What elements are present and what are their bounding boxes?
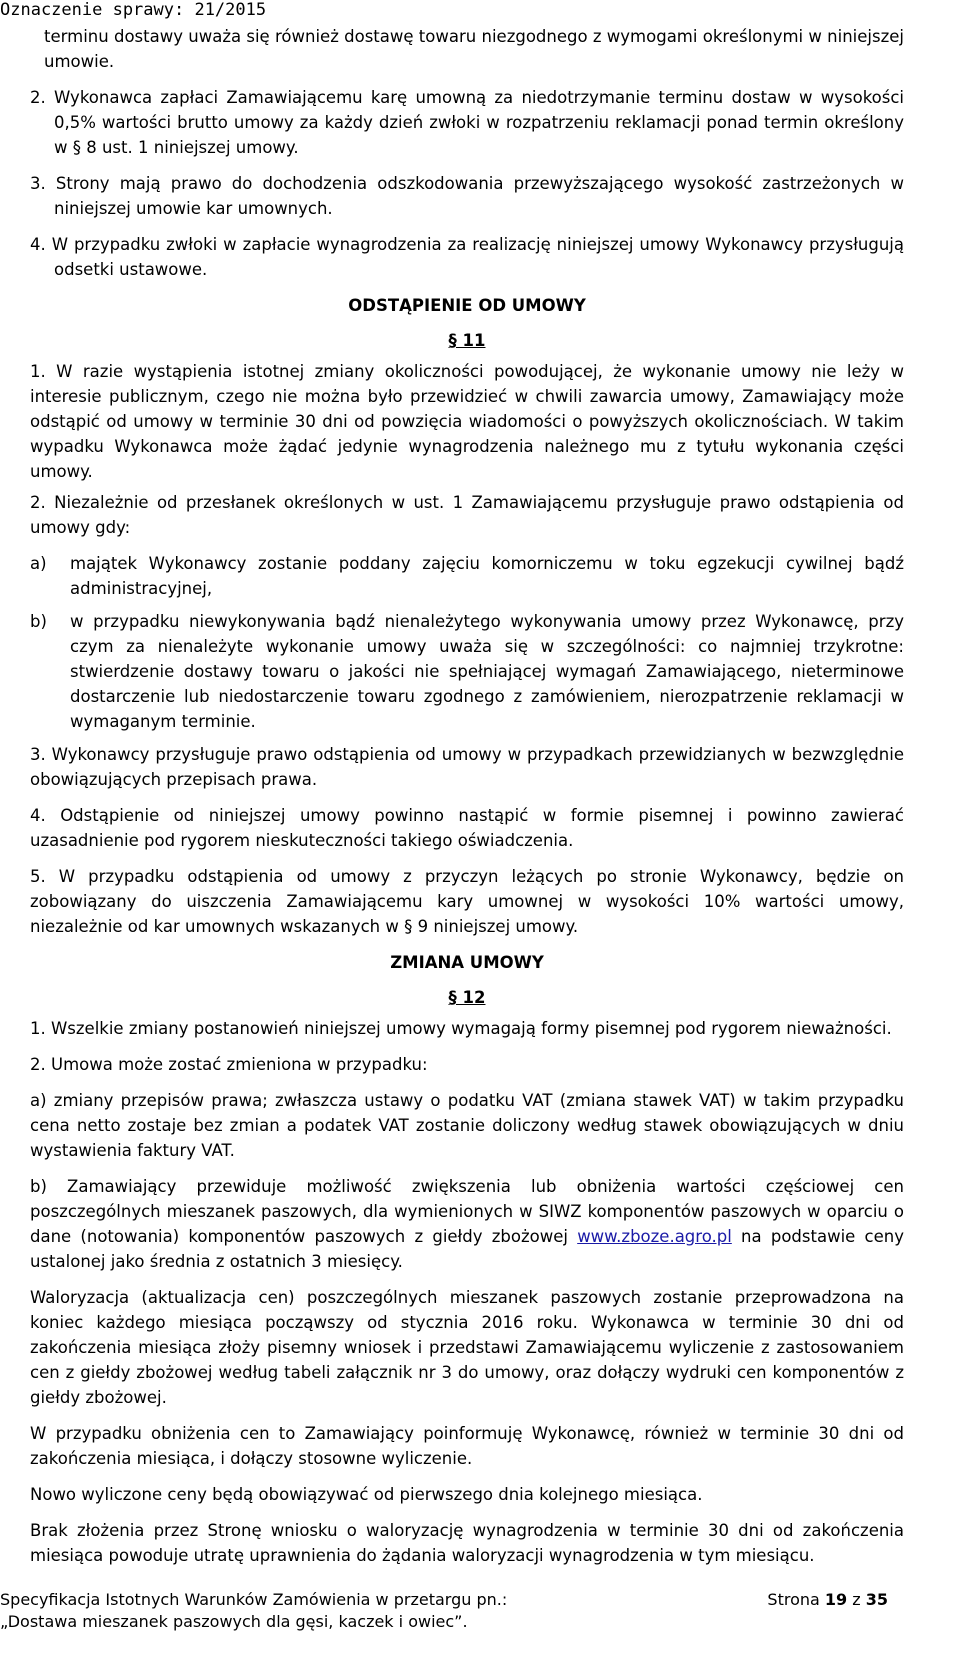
amendment-heading: ZMIANA UMOWY xyxy=(390,953,544,972)
amendment-point-2: 2. Umowa może zostać zmieniona w przypadku: xyxy=(30,1055,428,1074)
withdrawal-subpoint-b xyxy=(30,609,904,734)
amendment-point-b-text: b) Zamawiający przewiduje możliwość zwiększenia lub obniżenia wartości częściowej cen poszczególnych mieszanek paszowych, dla wymienionych w SIWZ komponentów paszowych w oparciu o dane (notowania) komponentów paszowych z giełdy zbożowej xyxy=(30,1177,904,1246)
amendment-point-b xyxy=(30,1174,904,1274)
footer-spec-title: Specyfikacja Istotnych Warunków Zamówienia w przetargu pn.: xyxy=(0,1590,508,1609)
amendment-section-number: § 12 xyxy=(448,988,486,1007)
amendment-point-1: 1. Wszelkie zmiany postanowień niniejszej umowy wymagają formy pisemnej pod rygorem nieważności. xyxy=(30,1019,892,1038)
withdrawal-subpoint-a xyxy=(30,551,904,601)
withdrawal-point-3: 3. Wykonawcy przysługuje prawo odstąpienia od umowy w przypadkach przewidzianych w bezwzględnie obowiązujących przepisach prawa. xyxy=(30,745,904,789)
penalty-point-4 xyxy=(30,232,904,282)
penalty-point-3-text: Strony mają prawo do dochodzenia odszkodowania przewyższającego wysokość zastrzeżonych w niniejszej umowie kar umownych. xyxy=(54,174,904,218)
penalty-point-3 xyxy=(30,171,904,221)
intro-paragraph: terminu dostawy uważa się również dostawę towaru niezgodnego z wymogami określonymi w niniejszej umowie. xyxy=(44,27,904,71)
penalty-point-2-text: Wykonawca zapłaci Zamawiającemu karę umowną za niedotrzymanie terminu dostaw w wysokości 0,5% wartości brutto umowy za każdy dzień zwłoki w rozpatrzeniu reklamacji ponad termin określony w § 8 ust. 1 niniejszej umowy. xyxy=(54,88,905,157)
page-prefix: Strona xyxy=(767,1590,825,1609)
document-body xyxy=(30,24,904,1579)
penalty-point-2 xyxy=(30,85,904,160)
withdrawal-heading: ODSTĄPIENIE OD UMOWY xyxy=(348,296,586,315)
penalty-point-4-number: 4. xyxy=(30,235,46,254)
page-number xyxy=(767,1589,888,1611)
withdrawal-point-1: 1. W razie wystąpienia istotnej zmiany okoliczności powodującej, że wykonanie umowy nie leży w interesie publicznym, czego nie można było przewidzieć w chwili zawarcia umowy, Zamawiający może odstąpić od umowy w terminie 30 dni od powzięcia wiadomości o powyższych okolicznościach. W takim wypadku Wykonawca może żądać jedynie wynagrodzenia należnego mu z tytułu wykonania części umowy. xyxy=(30,362,904,481)
penalty-point-3-number: 3. xyxy=(30,174,46,193)
subpoint-a-text: majątek Wykonawcy zostanie poddany zajęciu komorniczemu w toku egzekucji cywilnej bądź administracyjnej, xyxy=(70,554,904,598)
withdrawal-point-5: 5. W przypadku odstąpienia od umowy z przyczyn leżących po stronie Wykonawcy, będzie on zobowiązany do uiszczenia Zamawiającemu kary umownej w wysokości 10% wartości umowy, niezależnie od kar umownych wskazanych w § 9 niniejszej umowy. xyxy=(30,867,904,936)
valorisation-paragraph-1: Waloryzacja (aktualizacja cen) poszczególnych mieszanek paszowych zostanie przeprowadzona na koniec każdego miesiąca począwszy od stycznia 2016 roku. Wykonawca w terminie 30 dni od zakończenia miesiąca złoży pisemny wniosek i przedstawi Zamawiającemu wyliczenie z zastosowaniem cen z giełdy zbożowej według tabeli załącznik nr 3 do umowy, oraz dołączy wydruki cen komponentów z giełdy zbożowej. xyxy=(30,1288,904,1407)
subpoint-a-label: a) xyxy=(30,554,47,573)
withdrawal-section-number: § 11 xyxy=(448,331,486,350)
grain-exchange-link[interactable]: www.zboze.agro.pl xyxy=(577,1227,732,1246)
valorisation-paragraph-4: Brak złożenia przez Stronę wniosku o waloryzację wynagrodzenia w terminie 30 dni od zakończenia miesiąca powoduje utratę uprawnienia do żądania waloryzacji wynagrodzenia w tym miesiącu. xyxy=(30,1521,904,1565)
footer-tender-name: „Dostawa mieszanek paszowych dla gęsi, kaczek i owiec”. xyxy=(0,1612,468,1631)
amendment-point-b-tail: na podstawie ceny ustalonej jako średnia z ostatnich 3 miesięcy. xyxy=(30,1227,904,1271)
page-total: 35 xyxy=(865,1590,888,1609)
case-reference: Oznaczenie sprawy: 21/2015 xyxy=(0,0,267,20)
amendment-point-a: a) zmiany przepisów prawa; zwłaszcza ustawy o podatku VAT (zmiana stawek VAT) w takim przypadku cena netto zostaje bez zmian a podatek VAT zostanie doliczony według stawek obowiązujących w dniu wystawienia faktury VAT. xyxy=(30,1091,904,1160)
subpoint-b-text: w przypadku niewykonywania bądź nienależytego wykonywania umowy przez Wykonawcę, przy czym za nienależyte wykonanie umowy uważa się w szczególności: co najmniej trzykrotne: stwierdzenie dostawy towaru o jakości nie spełniającej wymagań Zamawiającego, nieterminowe dostarczenie lub niedostarczenie towaru zgodnego z zamówieniem, nierozpatrzenie reklamacji w wymaganym terminie. xyxy=(70,612,904,731)
valorisation-paragraph-3: Nowo wyliczone ceny będą obowiązywać od pierwszego dnia kolejnego miesiąca. xyxy=(30,1485,703,1504)
page-footer xyxy=(0,1589,900,1633)
page-current: 19 xyxy=(824,1590,848,1609)
withdrawal-point-2: 2. Niezależnie od przesłanek określonych w ust. 1 Zamawiającemu przysługuje prawo odstąpienia od umowy gdy: xyxy=(30,493,904,537)
penalty-point-2-number: 2. xyxy=(30,88,46,107)
valorisation-paragraph-2: W przypadku obniżenia cen to Zamawiający poinformuję Wykonawcę, również w terminie 30 dni od zakończenia miesiąca, i dołączy stosowne wyliczenie. xyxy=(30,1424,904,1468)
page-separator: z xyxy=(847,1590,866,1609)
subpoint-b-label: b) xyxy=(30,612,47,631)
withdrawal-point-4: 4. Odstąpienie od niniejszej umowy powinno nastąpić w formie pisemnej i powinno zawierać uzasadnienie pod rygorem nieskuteczności takiego oświadczenia. xyxy=(30,806,904,850)
penalty-point-4-text: W przypadku zwłoki w zapłacie wynagrodzenia za realizację niniejszej umowy Wykonawcy przysługują odsetki ustawowe. xyxy=(51,235,904,279)
